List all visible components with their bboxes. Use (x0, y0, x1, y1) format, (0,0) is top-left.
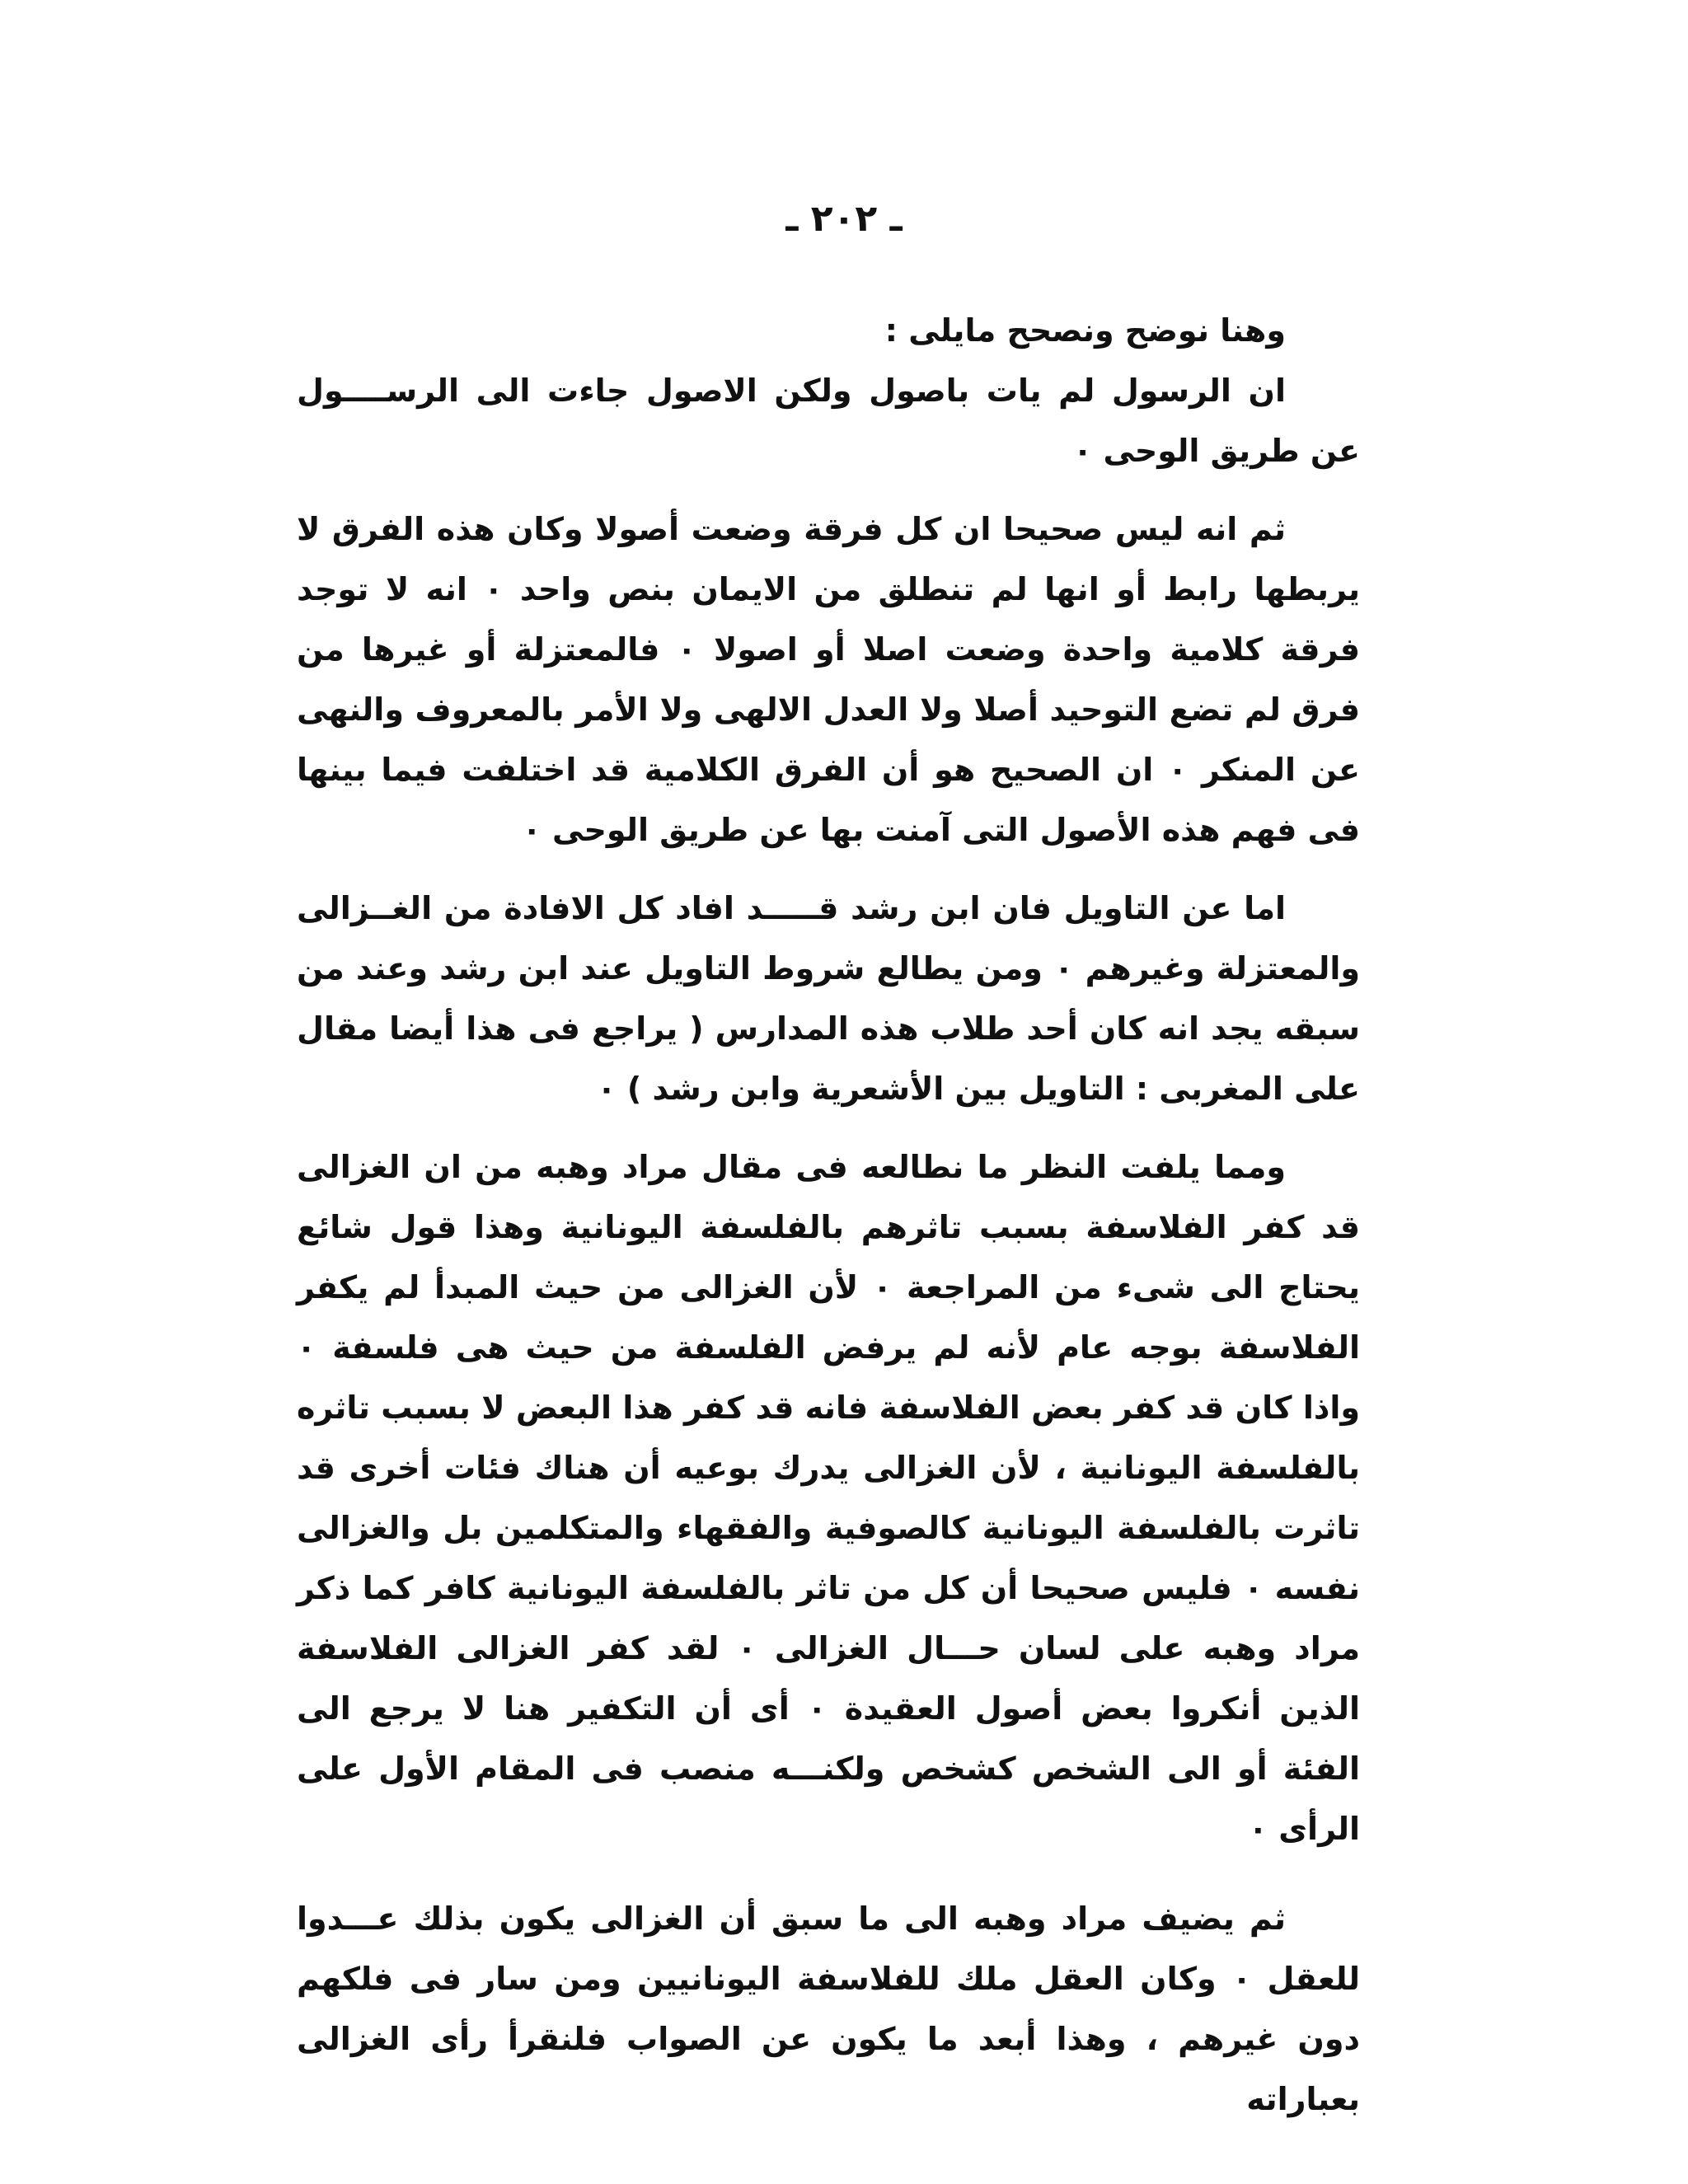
paragraph-ghazali-philosophers: ومما يلفت النظر ما نطالعه فى مقال مراد وهبه من ان الغزالى قد كفر الفلاسفة بسبب تاثرهم بالفلسفة اليونانية وهذا قول شائع يحتاج الى شىء من المراجعة ٠ لأن الغزالى من حيث المبدأ لم يكفر الفلاسفة بوجه عام لأنه لم يرفض الفلسفة من حيث هى فلسفة ٠ واذا كان قد كفر بعض الفلاسفة فانه قد كفر هذا البعض لا بسبب تاثره بالفلسفة اليونانية ، لأن الغزالى يدرك بوعيه أن هناك فئات أخرى قد تاثرت بالفلسفة اليونانية كالصوفية والفقهاء والمتكلمين بل والغزالى نفسه ٠ فليس صحيحا أن كل من تاثر بالفلسفة اليونانية كافر كما ذكر مراد وهبه على لسان حـــال الغزالى ٠ لقد كفر الغزالى الفلاسفة الذين أنكروا بعض أصول العقيدة ٠ أى أن التكفير هنا لا يرجع الى الفئة أو الى الشخص كشخص ولكنـــه منصب فى المقام الأول على الرأى ٠ (297, 1149, 1360, 1847)
body-text (297, 301, 1360, 2130)
paragraph-intro: وهنا نوضح ونصحح مايلى : (884, 312, 1286, 349)
paragraph-sects: ثم انه ليس صحيحا ان كل فرقة وضعت أصولا وكان هذه الفرق لا يربطها رابط أو انها لم تنطلق من الايمان بنص واحد ٠ انه لا توجد فرقة كلامية واحدة وضعت اصلا أو اصولا ٠ فالمعتزلة أو غيرها من فرق لم تضع التوحيد أصلا ولا العدل الالهى ولا الأمر بالمعروف والنهى عن المنكر ٠ ان الصحيح هو أن الفرق الكلامية قد اختلفت فيما بينها فى فهم هذه الأصول التى آمنت بها عن طريق الوحى ٠ (297, 511, 1361, 848)
paragraph-reason: ثم يضيف مراد وهبه الى ما سبق أن الغزالى يكون بذلك عـــدوا للعقل ٠ وكان العقل ملك للفلاسفة اليونانيين ومن سار فى فلكهم دون غيرهم ، وهذا أبعد ما يكون عن الصواب فلنقرأ رأى الغزالى بعباراته (297, 1900, 1360, 2117)
paragraph-interpretation: اما عن التاويل فان ابن رشد قـــــد افاد كل الافادة من الغــزالى والمعتزلة وغيرهم ٠ ومن يطالع شروط التاويل عند ابن رشد وعند من سبقه يجد انه كان أحد طلاب هذه المدارس ( يراجع فى هذا أيضا مقال على المغربى : التاويل بين الأشعرية وابن رشد ) ٠ (297, 890, 1360, 1107)
page-number: ـ ٢٠٢ ـ (785, 198, 903, 240)
paragraph-revelation: ان الرسول لم يات باصول ولكن الاصول جاءت الى الرســــول عن طريق الوحى ٠ (297, 373, 1360, 469)
